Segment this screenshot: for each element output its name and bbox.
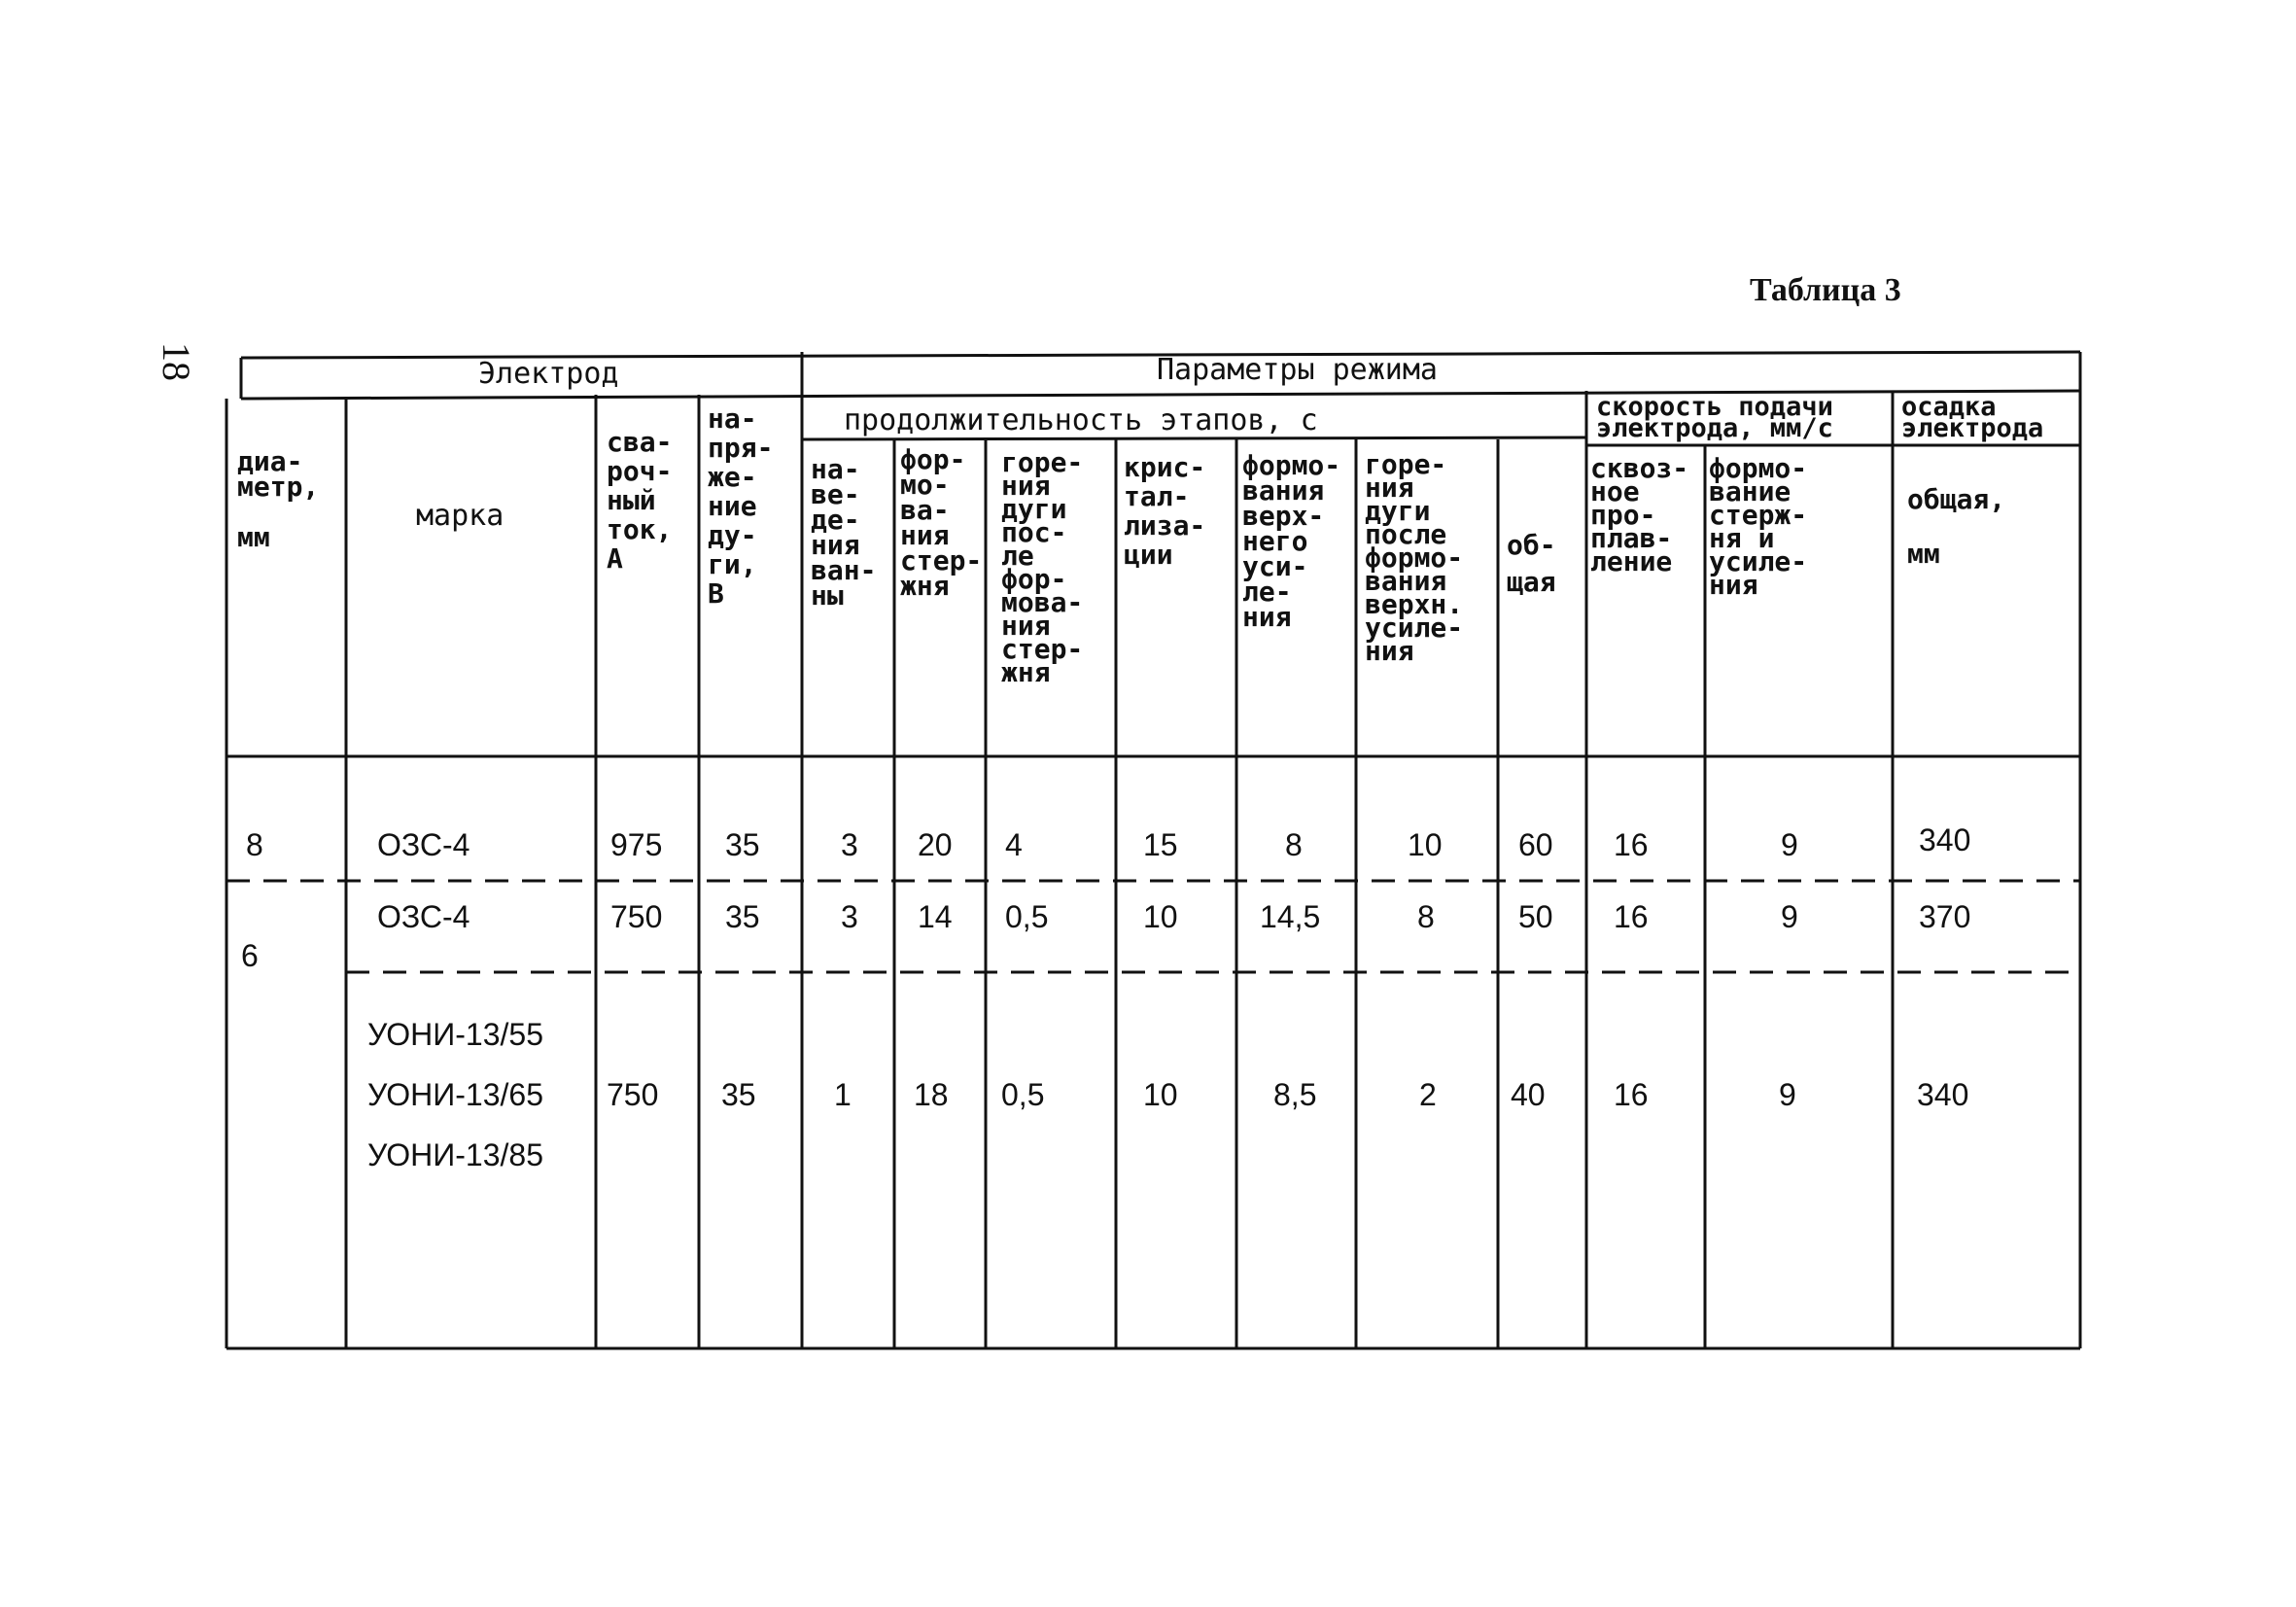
cell-settling: 340 (1919, 822, 1971, 857)
cell-brand: УОНИ-13/65 (367, 1077, 543, 1112)
cell-diameter: 6 (241, 938, 259, 973)
header-voltage: на- пря- же- ние ду- ги, В (708, 402, 774, 610)
cell-brand: ОЗС-4 (377, 899, 470, 934)
cell-current: 750 (610, 899, 663, 934)
cell-settling: 340 (1917, 1077, 1969, 1112)
header-stage-rod: фор- мо- ва- ния стер- жня (900, 443, 983, 602)
cell-total: 40 (1511, 1077, 1546, 1112)
cell-crystal: 10 (1143, 899, 1178, 934)
cell-through: 16 (1614, 827, 1649, 862)
cell-upper: 8 (1285, 827, 1303, 862)
cell-through: 16 (1614, 899, 1649, 934)
cell-upper: 14,5 (1260, 899, 1321, 934)
cell-settling: 370 (1919, 899, 1971, 934)
cell-bath: 1 (834, 1077, 852, 1112)
cell-total: 60 (1518, 827, 1553, 862)
header-stage-crystal: крис- тал- лиза- ции (1124, 451, 1206, 571)
header-speed-forming: формо- вание стерж- ня и усиле- ния (1709, 452, 1808, 601)
cell-through: 16 (1614, 1077, 1649, 1112)
cell-forming: 9 (1781, 827, 1798, 862)
header-electrode: Электрод (478, 357, 619, 391)
cell-forming: 9 (1781, 899, 1798, 934)
cell-crystal: 10 (1143, 1077, 1178, 1112)
cell-bath: 3 (841, 899, 858, 934)
cell-upper: 8,5 (1273, 1077, 1317, 1112)
cell-current: 750 (607, 1077, 659, 1112)
cell-arc-after-upper: 10 (1408, 827, 1443, 862)
cell-arc-after-upper: 8 (1417, 899, 1435, 934)
cell-crystal: 15 (1143, 827, 1178, 862)
header-settling: осадка электрода (1901, 392, 2044, 443)
page-number: 18 (155, 342, 198, 381)
cell-bath: 3 (841, 827, 858, 862)
header-mode-params: Параметры режима (1157, 353, 1438, 387)
cell-rod: 14 (918, 899, 953, 934)
cell-voltage: 35 (721, 1077, 756, 1112)
cell-brand: УОНИ-13/55 (367, 1017, 543, 1052)
header-diameter: диа- метр, мм (237, 445, 320, 553)
cell-diameter: 8 (246, 827, 263, 862)
table-caption: Таблица 3 (1750, 272, 1901, 308)
header-stage-arc-after-rod: горе- ния дуги пос- ле фор- мова- ния стер- жня (1001, 446, 1084, 688)
header-speed-through: сквоз- ное про- плав- ление (1590, 452, 1689, 577)
cell-forming: 9 (1779, 1077, 1796, 1112)
cell-arc-after-rod: 4 (1005, 827, 1023, 862)
header-stage-total: об- щая (1507, 529, 1556, 598)
cell-rod: 18 (914, 1077, 949, 1112)
cell-brand: УОНИ-13/85 (367, 1137, 543, 1172)
cell-arc-after-rod: 0,5 (1001, 1077, 1045, 1112)
cell-voltage: 35 (725, 827, 760, 862)
cell-arc-after-rod: 0,5 (1005, 899, 1049, 934)
header-duration: продолжительность этапов, с (844, 403, 1318, 437)
cell-current: 975 (610, 827, 663, 862)
header-settling-total: общая, мм (1907, 483, 2006, 570)
cell-voltage: 35 (725, 899, 760, 934)
header-feed-speed: скорость подачи электрода, мм/с (1596, 392, 1833, 443)
header-current: сва- роч- ный ток, А (607, 426, 673, 575)
cell-brand: ОЗС-4 (377, 827, 470, 862)
cell-arc-after-upper: 2 (1419, 1077, 1437, 1112)
cell-rod: 20 (918, 827, 953, 862)
header-brand: марка (416, 499, 504, 533)
cell-total: 50 (1518, 899, 1553, 934)
header-stage-upper: формо- вания верх- него уси- ле- ния (1242, 449, 1341, 633)
header-stage-bath: на- ве- де- ния ван- ны (811, 453, 877, 611)
header-stage-arc-after-upper: горе- ния дуги после формо- вания верхн. усиле- ния (1365, 448, 1464, 667)
